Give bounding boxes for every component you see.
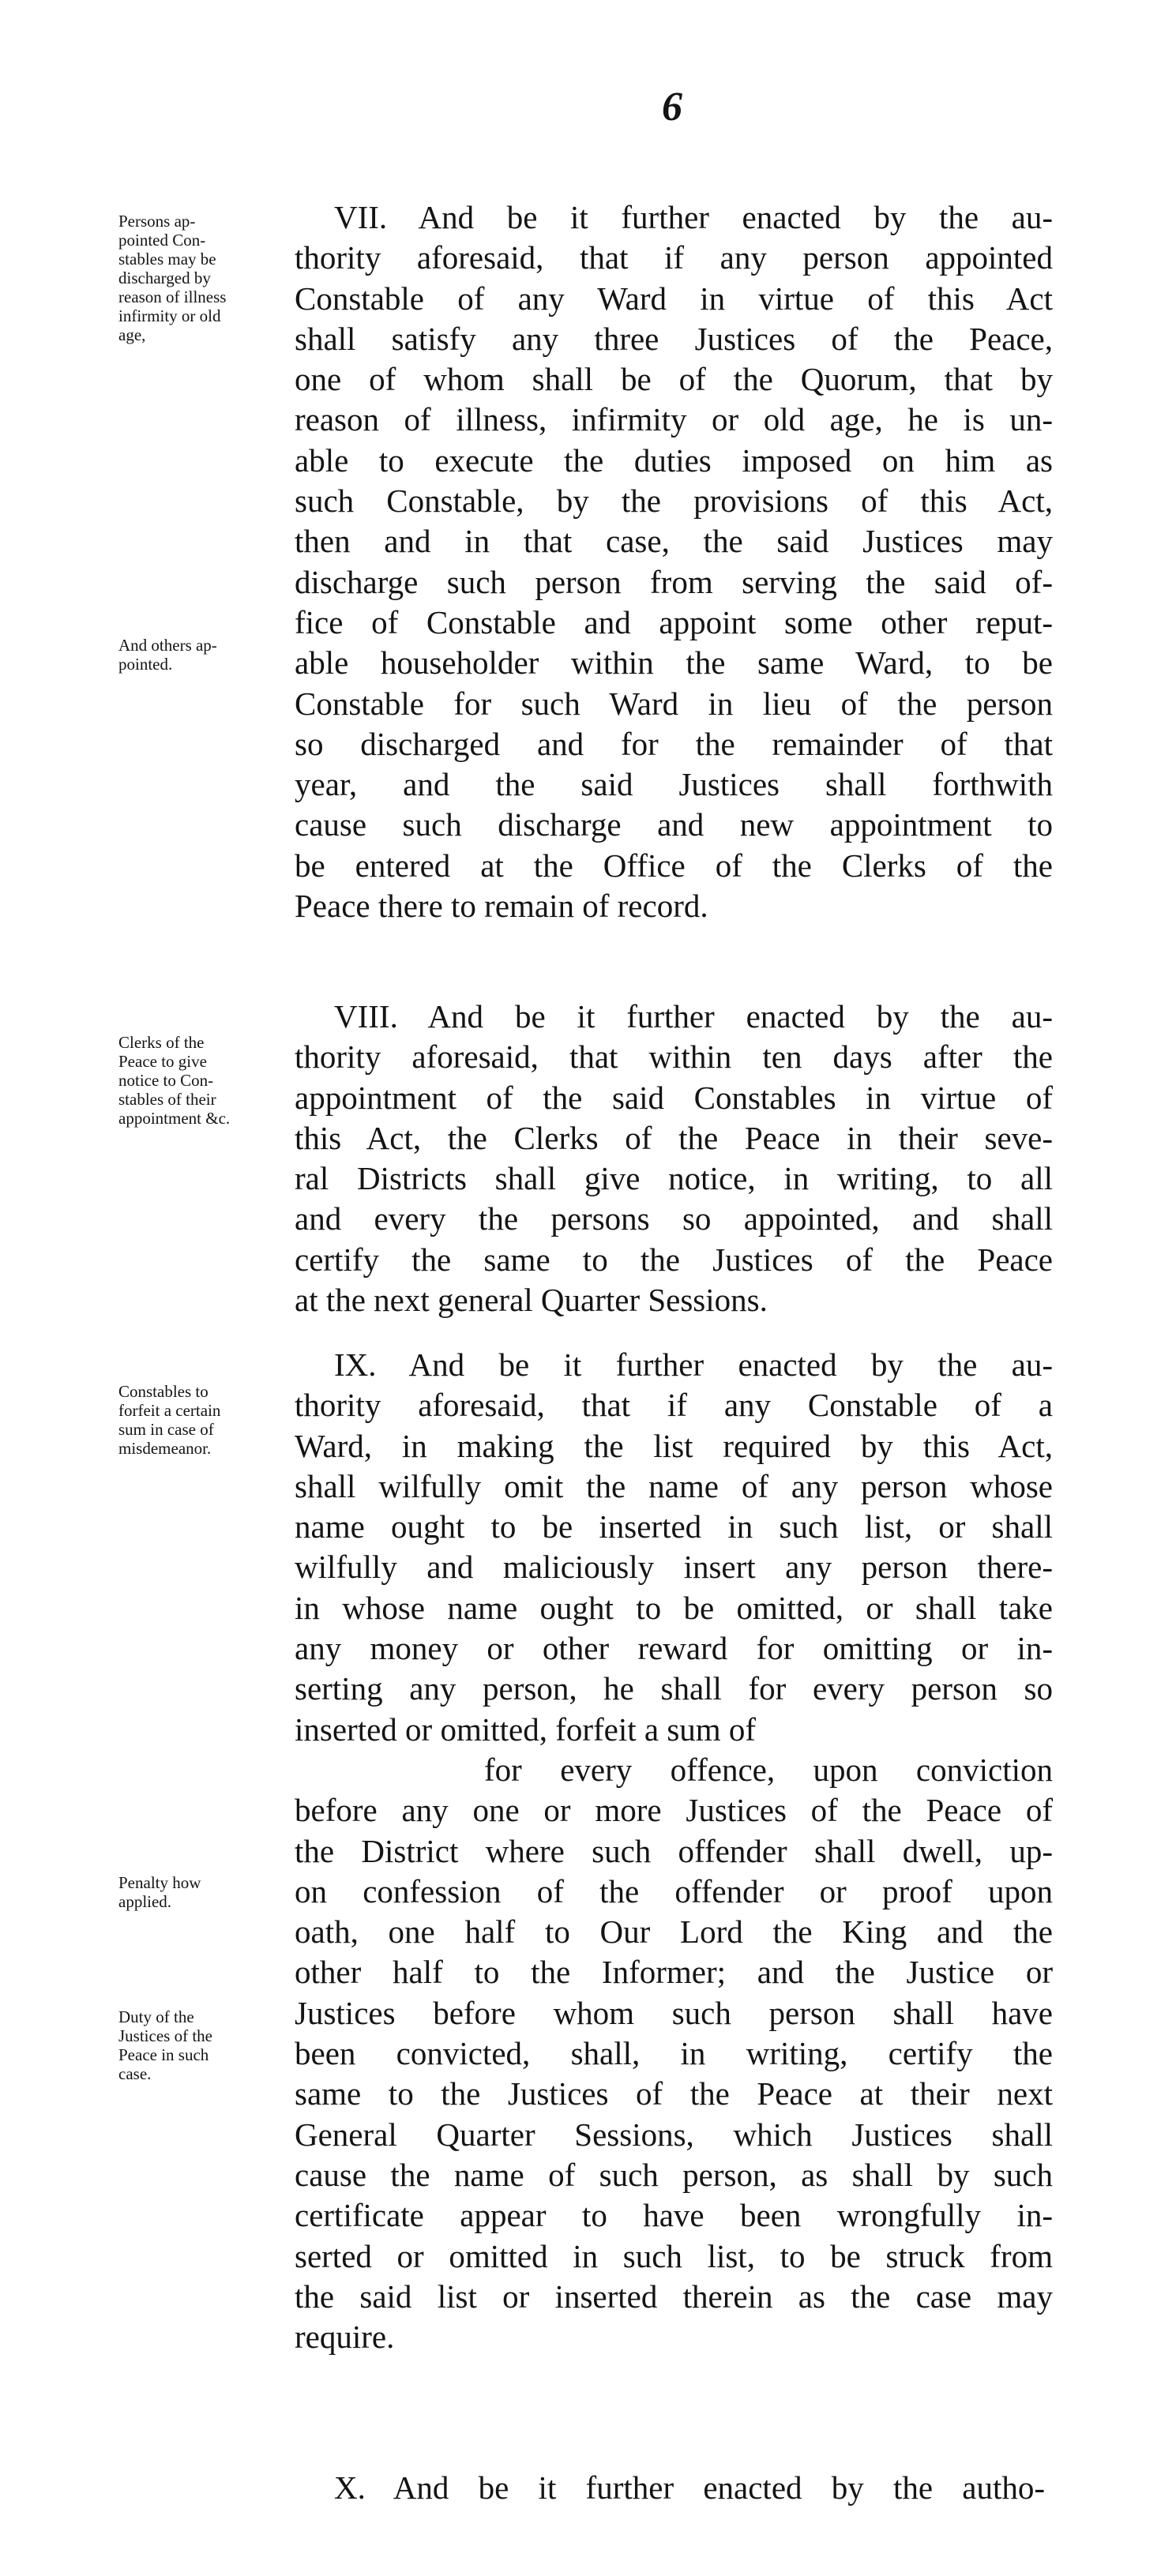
text-line: Constable of any Ward in virtue of this Act bbox=[295, 280, 1053, 317]
margin-note-line: infirmity or old bbox=[118, 306, 221, 325]
margin-note-line: Persons ap- bbox=[118, 212, 196, 231]
text-line: General Quarter Sessions, which Justices shall bbox=[295, 2116, 1053, 2153]
text-line: fice of Constable and appoint some other reput- bbox=[295, 603, 1053, 640]
text-line: Peace there to remain of record. bbox=[295, 888, 708, 925]
margin-note-line: Penalty how bbox=[118, 1873, 201, 1892]
text-line: serting any person, he shall for every person so bbox=[295, 1670, 1053, 1707]
text-line: ral Districts shall give notice, in writing, to all bbox=[295, 1160, 1053, 1197]
catchline: X. And be it further enacted by the autho- bbox=[334, 2469, 1045, 2506]
text-line: cause the name of such person, as shall by such bbox=[295, 2156, 1053, 2193]
margin-note-line: Peace in such bbox=[118, 2045, 209, 2064]
section-ix bbox=[295, 1345, 1053, 2357]
text-line: other half to the Informer; and the Justice or bbox=[295, 1954, 1053, 1991]
margin-note-line: pointed. bbox=[118, 655, 173, 674]
text-line: in whose name ought to be omitted, or shall take bbox=[295, 1589, 1053, 1626]
margin-note-line: applied. bbox=[118, 1892, 172, 1911]
text-line: discharge such person from serving the said of- bbox=[295, 563, 1053, 600]
text-line: inserted or omitted, forfeit a sum of bbox=[295, 1710, 757, 1748]
margin-note-line: sum in case of bbox=[118, 1420, 214, 1439]
text-line: and every the persons so appointed, and shall bbox=[295, 1200, 1053, 1237]
text-line: certify the same to the Justices of the Peace bbox=[295, 1241, 1053, 1278]
margin-note-line: reason of illness bbox=[118, 287, 227, 306]
text-line: reason of illness, infirmity or old age, he is un- bbox=[295, 401, 1053, 438]
margin-note-line: case. bbox=[118, 2064, 152, 2083]
text-line: name ought to be inserted in such list, or shall bbox=[295, 1508, 1053, 1545]
text-line: the District where such offender shall dwell, up- bbox=[295, 1832, 1053, 1869]
text-line: oath, one half to Our Lord the King and the bbox=[295, 1913, 1053, 1951]
text-line: at the next general Quarter Sessions. bbox=[295, 1282, 768, 1319]
text-line: such Constable, by the provisions of this Act, bbox=[295, 483, 1053, 520]
section-viii bbox=[295, 997, 1053, 1320]
text-line: year, and the said Justices shall forthwith bbox=[295, 766, 1053, 803]
margin-note-duty-of-justices bbox=[118, 2007, 288, 2083]
margin-note-line: discharged by bbox=[118, 268, 211, 287]
margin-note-line: pointed Con- bbox=[118, 231, 206, 250]
text-line: so discharged and for the remainder of that bbox=[295, 725, 1053, 762]
text-line: same to the Justices of the Peace at their next bbox=[295, 2075, 1053, 2112]
margin-note-line: Clerks of the bbox=[118, 1033, 205, 1052]
text-line: any money or other reward for omitting or in- bbox=[295, 1630, 1053, 1667]
margin-note-line: appointment &c. bbox=[118, 1109, 231, 1128]
margin-note-line: Peace to give bbox=[118, 1052, 207, 1071]
margin-note-line: Duty of the bbox=[118, 2007, 194, 2026]
text-line: been convicted, shall, in writing, certify the bbox=[295, 2035, 1053, 2072]
text-line: shall wilfully omit the name of any person whose bbox=[295, 1467, 1053, 1504]
text-line: then and in that case, the said Justices may bbox=[295, 523, 1053, 560]
text-line: require. bbox=[295, 2319, 395, 2356]
text-line: thority aforesaid, that if any Constable of a bbox=[295, 1387, 1053, 1424]
text-line: VII. And be it further enacted by the au- bbox=[334, 199, 1053, 235]
section-vii bbox=[295, 197, 1053, 926]
text-line: Constable for such Ward in lieu of the person bbox=[295, 685, 1053, 722]
text-line: thority aforesaid, that within ten days after the bbox=[295, 1038, 1053, 1076]
margin-note-constables-forfeit bbox=[118, 1382, 288, 1458]
text-line: Ward, in making the list required by this Act, bbox=[295, 1427, 1053, 1464]
margin-note-clerks-notice bbox=[118, 1033, 288, 1128]
margin-note-discharge bbox=[118, 212, 288, 344]
margin-note-line: Justices of the bbox=[118, 2026, 212, 2045]
margin-note-penalty-applied bbox=[118, 1873, 288, 1911]
text-line: be entered at the Office of the Clerks of the bbox=[295, 847, 1053, 884]
text-line: this Act, the Clerks of the Peace in their seve- bbox=[295, 1119, 1053, 1156]
margin-note-line: notice to Con- bbox=[118, 1071, 214, 1090]
margin-note-line: misdemeanor. bbox=[118, 1439, 212, 1458]
text-line: shall satisfy any three Justices of the Peace, bbox=[295, 320, 1053, 357]
page-number: 6 bbox=[662, 84, 682, 130]
margin-note-others-appointed bbox=[118, 636, 288, 674]
text-line: the said list or inserted therein as the case may bbox=[295, 2277, 1053, 2315]
text-line: able to execute the duties imposed on him as bbox=[295, 441, 1053, 479]
text-line: for every offence, upon conviction bbox=[484, 1751, 1053, 1788]
text-line: one of whom shall be of the Quorum, that by bbox=[295, 361, 1053, 398]
text-line: on confession of the offender or proof upon bbox=[295, 1872, 1053, 1909]
text-line: IX. And be it further enacted by the au- bbox=[334, 1346, 1053, 1383]
margin-note-line: Constables to bbox=[118, 1382, 209, 1401]
margin-note-line: age, bbox=[118, 325, 146, 344]
text-line: able householder within the same Ward, to be bbox=[295, 644, 1053, 682]
text-line: Justices before whom such person shall have bbox=[295, 1994, 1053, 2031]
text-line: wilfully and maliciously insert any person there- bbox=[295, 1549, 1053, 1586]
text-line: before any one or more Justices of the Peace of bbox=[295, 1792, 1053, 1829]
text-line: cause such discharge and new appointment to bbox=[295, 806, 1053, 843]
margin-note-line: And others ap- bbox=[118, 636, 217, 655]
text-line: thority aforesaid, that if any person appointed bbox=[295, 239, 1053, 276]
text-line: VIII. And be it further enacted by the au- bbox=[334, 998, 1053, 1035]
text-line: appointment of the said Constables in virtue of bbox=[295, 1079, 1053, 1116]
text-line: certificate appear to have been wrongfully in- bbox=[295, 2197, 1053, 2234]
margin-note-line: forfeit a certain bbox=[118, 1401, 221, 1420]
text-line: serted or omitted in such list, to be struck from bbox=[295, 2237, 1053, 2274]
margin-note-line: stables may be bbox=[118, 250, 216, 268]
margin-note-line: stables of their bbox=[118, 1090, 216, 1109]
